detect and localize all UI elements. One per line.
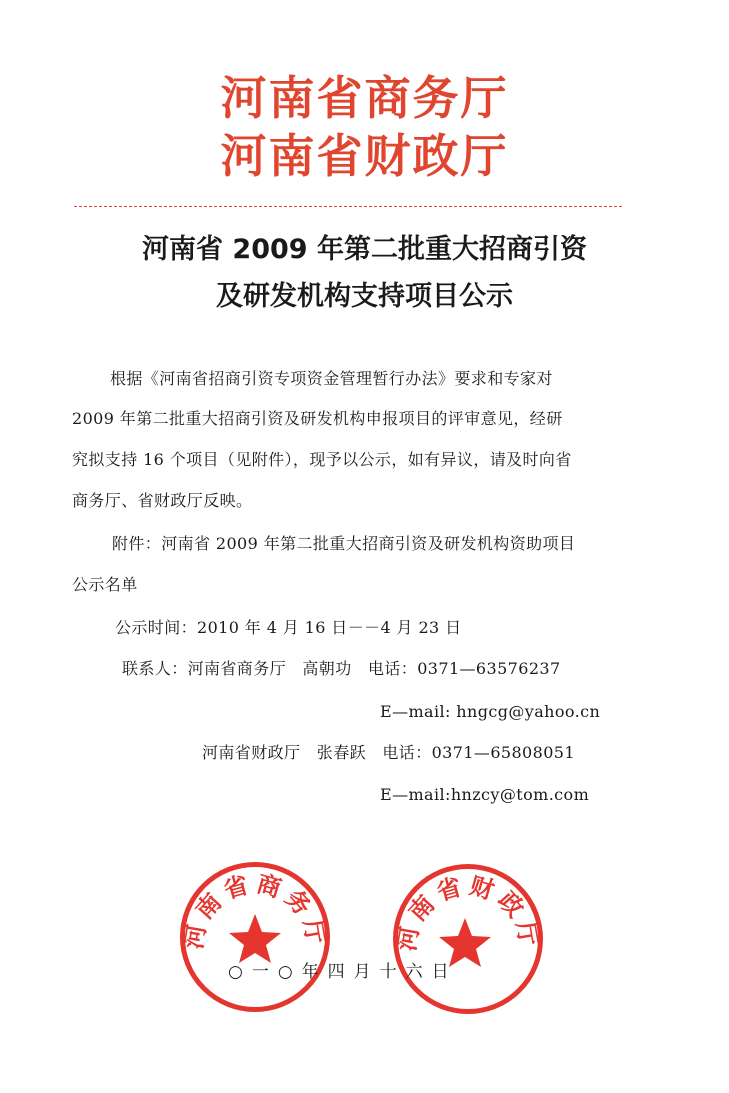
- body-paragraph-line: 2009 年第二批重大招商引资及研发机构申报项目的评审意见，经研: [72, 409, 563, 428]
- seal-text: 河南省财政厅: [393, 871, 543, 954]
- issuer-header-finance: 河南省财政厅: [220, 129, 509, 183]
- email-commerce: E—mail: hngcg@yahoo.cn: [380, 702, 601, 721]
- attachment-line: 附件：河南省 2009 年第二批重大招商引资及研发机构资助项目: [112, 534, 576, 553]
- issue-date: ○一○年四月十六日: [228, 962, 458, 982]
- body-paragraph-line: 根据《河南省招商引资专项资金管理暂行办法》要求和专家对: [110, 369, 553, 388]
- header-divider: [74, 206, 622, 207]
- finance-dept-seal: [393, 864, 543, 1014]
- seal-text: 河南省商务厅: [180, 869, 330, 952]
- body-paragraph-line: 商务厅、省财政厅反映。: [72, 491, 253, 510]
- email-finance: E—mail:hnzcy@tom.com: [380, 785, 590, 804]
- star-icon: [229, 914, 281, 963]
- document-title-line-2: 及研发机构支持项目公示: [216, 281, 513, 312]
- commerce-dept-seal: [180, 862, 330, 1012]
- issuer-header-commerce: 河南省商务厅: [220, 71, 509, 125]
- contact-commerce: 联系人：河南省商务厅 高朝功 电话：0371—63576237: [122, 659, 561, 678]
- document-title-line-1: 河南省 2009 年第二批重大招商引资: [142, 234, 587, 265]
- publicity-period: 公示时间：2010 年 4 月 16 日－－4 月 23 日: [115, 618, 462, 637]
- body-paragraph-line: 究拟支持 16 个项目（见附件），现予以公示，如有异议，请及时向省: [72, 450, 572, 469]
- contact-finance: 河南省财政厅 张春跃 电话：0371—65808051: [202, 743, 575, 762]
- attachment-line: 公示名单: [72, 575, 138, 594]
